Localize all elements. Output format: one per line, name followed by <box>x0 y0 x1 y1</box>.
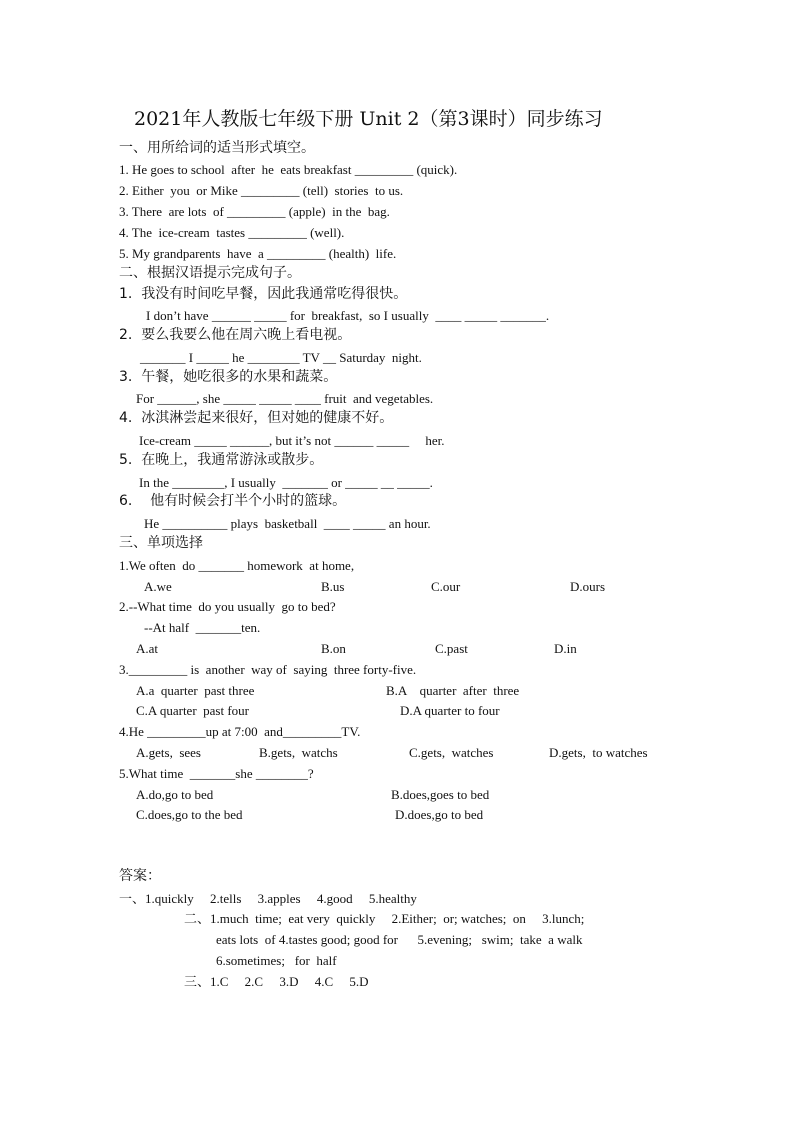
mc-question-2-line2: --At half _______ten. <box>144 620 261 635</box>
mc-1-option-c: C.our <box>431 579 461 594</box>
page-title: 2021年人教版七年级下册 Unit 2（第3课时）同步练习 <box>134 108 603 130</box>
question-2-3-en: For ______, she _____ _____ ____ fruit and vegetables. <box>136 391 434 406</box>
mc-5-option-b: B.does,goes to bed <box>391 787 490 802</box>
question-2-5-en: In the ________, I usually _______ or _____ __ _____. <box>139 475 433 490</box>
mc-1-option-b: B.us <box>321 579 345 594</box>
question-1-4: 4. The ice-cream tastes _________ (well). <box>119 225 345 240</box>
section-heading-1: 一、用所给词的适当形式填空。 <box>119 140 315 156</box>
answers-label: 答案： <box>119 868 161 884</box>
answers-part2-line1: 二、1.much time; eat very quickly 2.Either; or; watches; on 3.lunch; <box>184 911 585 926</box>
mc-question-2: 2.--What time do you usually go to bed? <box>119 599 336 614</box>
mc-4-option-a: A.gets, sees <box>136 745 201 760</box>
mc-5-option-c: C.does,go to the bed <box>136 807 243 822</box>
mc-question-1: 1.We often do _______ homework at home, <box>119 558 355 573</box>
question-1-1: 1. He goes to school after he eats breakfast _________ (quick). <box>119 162 458 177</box>
mc-5-option-a: A.do,go to bed <box>136 787 214 802</box>
mc-4-option-c: C.gets, watches <box>409 745 494 760</box>
question-2-3-cn: 3. 午餐，她吃很多的水果和蔬菜。 <box>119 369 338 385</box>
answers-part3: 三、1.C 2.C 3.D 4.C 5.D <box>184 974 369 989</box>
mc-5-option-d: D.does,go to bed <box>395 807 484 822</box>
mc-2-option-b: B.on <box>321 641 346 656</box>
mc-1-option-d: D.ours <box>570 579 606 594</box>
answers-part1: 一、1.quickly 2.tells 3.apples 4.good 5.healthy <box>119 891 417 906</box>
question-2-4-en: Ice-cream _____ ______, but it’s not ______ _____ her. <box>139 433 445 448</box>
question-2-2-en: _______ I _____ he ________ TV __ Saturday night. <box>140 350 422 365</box>
question-2-2-cn: 2. 要么我要么他在周六晚上看电视。 <box>119 327 352 343</box>
question-2-1-en: I don’t have ______ _____ for breakfast, so I usually ____ _____ _______. <box>146 308 550 323</box>
mc-2-option-a: A.at <box>136 641 159 656</box>
mc-3-option-d: D.A quarter to four <box>400 703 500 718</box>
mc-2-option-c: C.past <box>435 641 468 656</box>
mc-3-option-b: B.A quarter after three <box>386 683 520 698</box>
mc-3-option-a: A.a quarter past three <box>136 683 255 698</box>
section-heading-3: 三、单项选择 <box>119 535 203 551</box>
mc-4-option-b: B.gets, watchs <box>259 745 338 760</box>
mc-3-option-c: C.A quarter past four <box>136 703 250 718</box>
question-2-4-cn: 4. 冰淇淋尝起来很好，但对她的健康不好。 <box>119 410 394 426</box>
mc-question-4: 4.He _________up at 7:00 and_________TV. <box>119 724 361 739</box>
answers-part2-line2: eats lots of 4.tastes good; good for 5.evening; swim; take a walk <box>216 932 583 947</box>
mc-4-option-d: D.gets, to watches <box>549 745 648 760</box>
question-2-6-en: He __________ plays basketball ____ _____ an hour. <box>144 516 431 531</box>
question-2-6-cn: 6. 他有时候会打半个小时的篮球。 <box>119 493 347 509</box>
section-heading-2: 二、根据汉语提示完成句子。 <box>119 265 301 281</box>
question-2-1-cn: 1. 我没有时间吃早餐，因此我通常吃得很快。 <box>119 286 408 302</box>
question-2-5-cn: 5. 在晚上，我通常游泳或散步。 <box>119 452 324 468</box>
question-1-2: 2. Either you or Mike _________ (tell) stories to us. <box>119 183 404 198</box>
question-1-3: 3. There are lots of _________ (apple) in the bag. <box>119 204 390 219</box>
mc-question-3: 3._________ is another way of saying three forty-five. <box>119 662 417 677</box>
mc-1-option-a: A.we <box>144 579 172 594</box>
mc-question-5: 5.What time _______she ________? <box>119 766 314 781</box>
question-1-5: 5. My grandparents have a _________ (health) life. <box>119 246 397 261</box>
answers-part2-line3: 6.sometimes; for half <box>216 953 337 968</box>
mc-2-option-d: D.in <box>554 641 577 656</box>
